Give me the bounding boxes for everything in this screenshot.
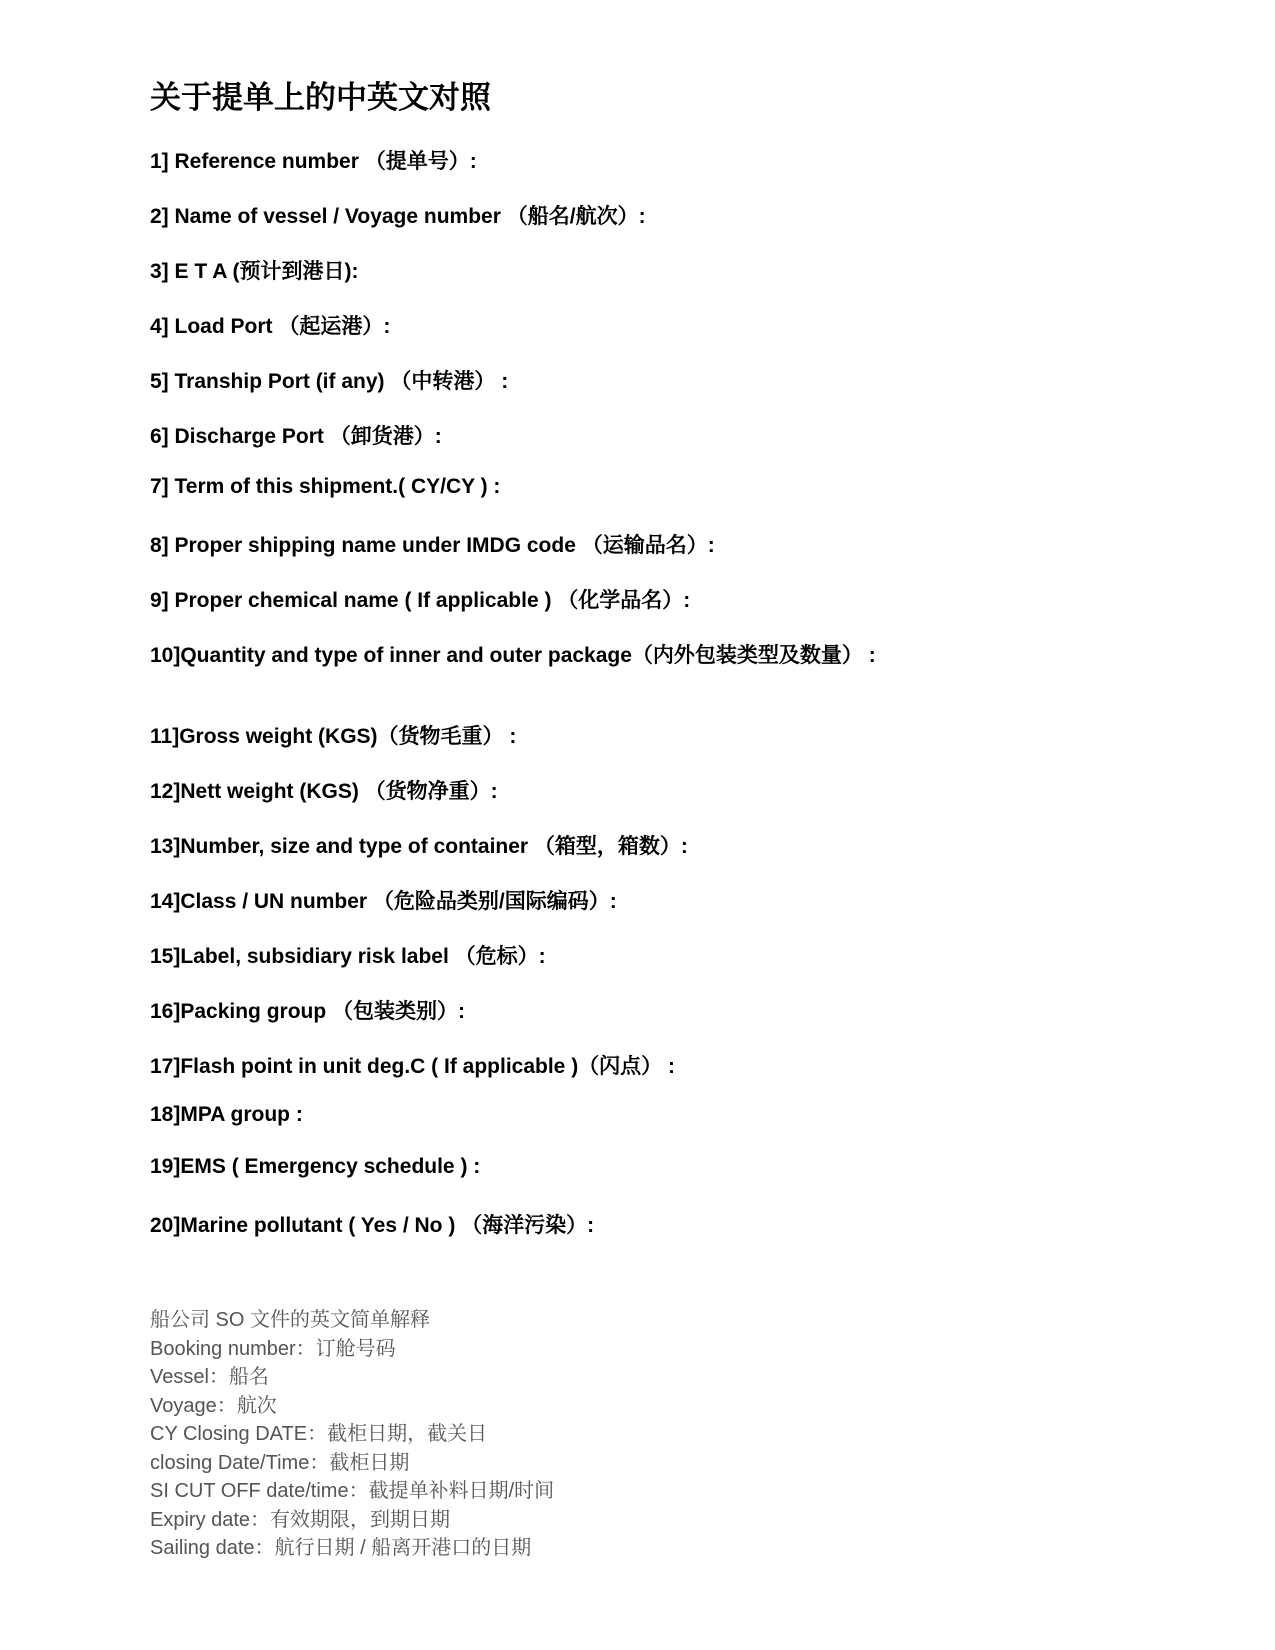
glossary-line: Voyage：航次 xyxy=(150,1394,277,1417)
list-item-12: 12]Nett weight (KGS) （货物净重）: xyxy=(150,780,498,803)
list-item-4: 4] Load Port （起运港）: xyxy=(150,315,391,338)
list-item-7: 7] Term of this shipment.( CY/CY ) : xyxy=(150,475,501,498)
list-item-3: 3] E T A (预计到港日): xyxy=(150,260,359,283)
list-item-6: 6] Discharge Port （卸货港）: xyxy=(150,425,442,448)
list-item-17: 17]Flash point in unit deg.C ( If applicable )（闪点） : xyxy=(150,1055,676,1078)
glossary-line: CY Closing DATE：截柜日期，截关日 xyxy=(150,1423,488,1445)
glossary-line: closing Date/Time：截柜日期 xyxy=(150,1451,410,1474)
list-item-10: 10]Quantity and type of inner and outer package（内外包装类型及数量） : xyxy=(150,644,876,667)
list-item-16: 16]Packing group （包装类别）: xyxy=(150,1000,466,1023)
list-item-11: 11]Gross weight (KGS)（货物毛重） : xyxy=(150,725,517,748)
list-item-20: 20]Marine pollutant ( Yes / No ) （海洋污染）: xyxy=(150,1214,595,1237)
list-item-18: 18]MPA group : xyxy=(150,1103,303,1126)
glossary-line: Vessel：船名 xyxy=(150,1366,269,1388)
list-item-5: 5] Tranship Port (if any) （中转港） : xyxy=(150,370,509,393)
glossary-heading: 船公司 SO 文件的英文简单解释 xyxy=(150,1309,431,1331)
list-item-19: 19]EMS ( Emergency schedule ) : xyxy=(150,1155,481,1178)
so-glossary xyxy=(150,1306,554,1563)
glossary-line: Sailing date：航行日期 / 船离开港口的日期 xyxy=(150,1537,532,1559)
page-title: 关于提单上的中英文对照 xyxy=(150,80,491,116)
list-item-13: 13]Number, size and type of container （箱型，箱数）: xyxy=(150,835,688,858)
glossary-line: Booking number：订舱号码 xyxy=(150,1337,396,1360)
list-item-1: 1] Reference number （提单号）: xyxy=(150,150,477,173)
glossary-line: Expiry date：有效期限，到期日期 xyxy=(150,1508,451,1531)
list-item-9: 9] Proper chemical name ( If applicable ) （化学品名）: xyxy=(150,589,691,612)
list-item-14: 14]Class / UN number （危险品类别/国际编码）: xyxy=(150,890,617,913)
glossary-line: SI CUT OFF date/time：截提单补料日期/时间 xyxy=(150,1480,555,1502)
list-item-15: 15]Label, subsidiary risk label （危标）: xyxy=(150,945,546,968)
list-item-8: 8] Proper shipping name under IMDG code （运输品名）: xyxy=(150,534,715,557)
list-item-2: 2] Name of vessel / Voyage number （船名/航次）: xyxy=(150,205,646,228)
